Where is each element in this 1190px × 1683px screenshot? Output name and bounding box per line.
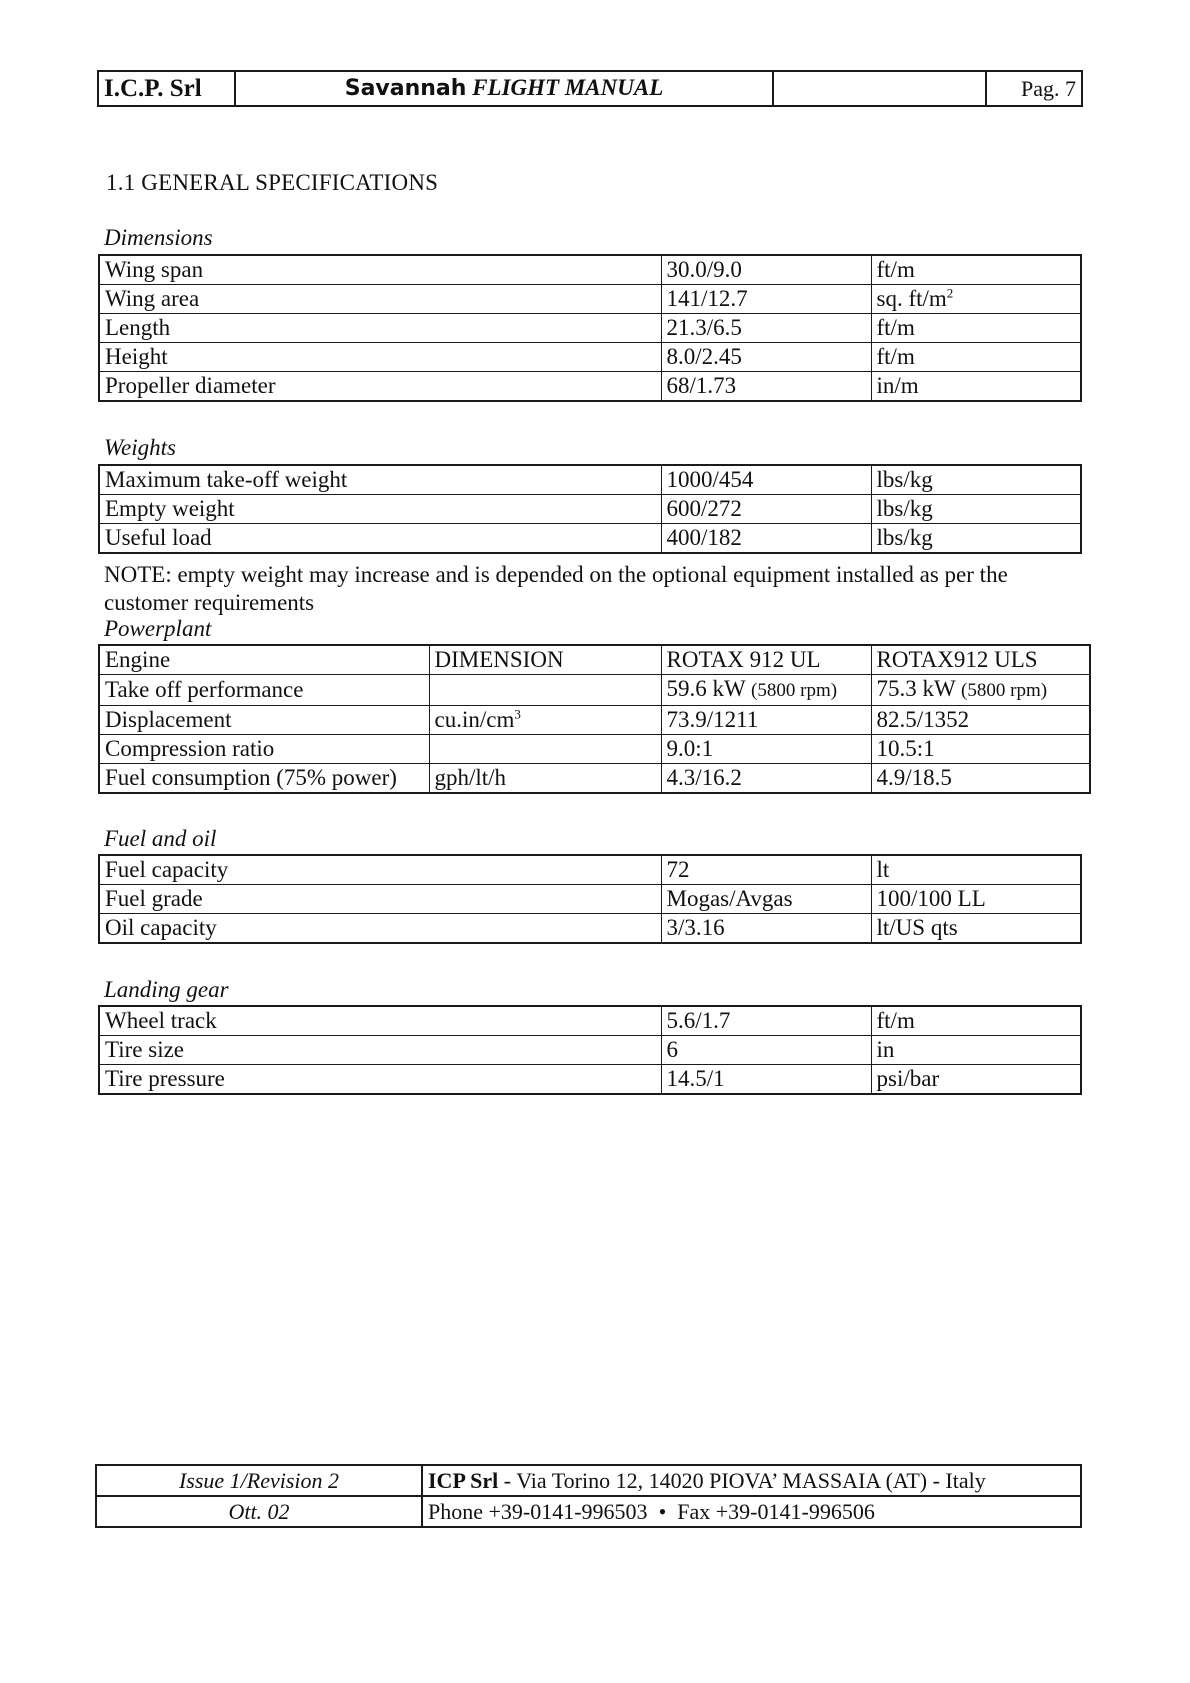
table-row [99, 764, 1090, 794]
table-row [99, 1065, 1081, 1095]
powerplant-label: Fuel consumption (75% power) [99, 764, 429, 794]
powerplant-label: Engine [99, 645, 429, 675]
powerplant-uls: 4.9/18.5 [871, 764, 1090, 794]
dimension-label: Propeller diameter [99, 372, 661, 402]
fuel-oil-caption: Fuel and oil [104, 826, 217, 851]
weight-unit: lbs/kg [871, 465, 1081, 495]
dimension-label: Height [99, 343, 661, 372]
footer-address-line [422, 1465, 1081, 1496]
table-row [99, 495, 1081, 524]
footer-fax: Fax +39-0141-996506 [677, 1499, 875, 1524]
weight-value: 600/272 [661, 495, 871, 524]
powerplant-ul-rpm: (5800 rpm) [751, 680, 838, 701]
powerplant-label: Displacement [99, 706, 429, 735]
powerplant-ul: 9.0:1 [661, 735, 871, 764]
footer-company: ICP Srl [428, 1468, 499, 1493]
header-company: I.C.P. Srl [98, 71, 235, 106]
table-row [99, 645, 1090, 675]
footer-contacts [422, 1496, 1081, 1527]
header-title [235, 71, 773, 106]
table-row [99, 885, 1081, 914]
unit-superscript: 3 [514, 706, 521, 722]
fuel-value: 3/3.16 [661, 914, 871, 944]
dimension-unit: sq. ft/m [876, 286, 947, 311]
fuel-unit: lt [871, 855, 1081, 885]
footer-address: - Via Torino 12, 14020 PIOVA’ MASSAIA (AT) - Italy [498, 1468, 986, 1493]
bullet-icon: • [658, 1499, 667, 1524]
dimension-unit-cell [871, 285, 1081, 314]
weight-unit: lbs/kg [871, 524, 1081, 554]
table-row [99, 314, 1081, 343]
powerplant-dimension-cell [429, 706, 661, 735]
powerplant-ul: ROTAX 912 UL [661, 645, 871, 675]
table-row [99, 372, 1081, 402]
fuel-label: Oil capacity [99, 914, 661, 944]
powerplant-uls: 75.3 kW [876, 676, 956, 701]
powerplant-uls: ROTAX912 ULS [871, 645, 1090, 675]
powerplant-dimension: gph/lt/h [429, 764, 661, 794]
gear-label: Wheel track [99, 1006, 661, 1036]
fuel-value: Mogas/Avgas [661, 885, 871, 914]
fuel-unit: 100/100 LL [871, 885, 1081, 914]
powerplant-ul-cell [661, 675, 871, 706]
dimension-value: 141/12.7 [661, 285, 871, 314]
powerplant-table [98, 644, 1091, 794]
dimension-unit: ft/m [871, 255, 1081, 285]
table-row [99, 1006, 1081, 1036]
landing-gear-caption: Landing gear [104, 977, 229, 1002]
table-row [99, 343, 1081, 372]
footer-issue: Issue 1/Revision 2 [96, 1465, 422, 1496]
gear-label: Tire size [99, 1036, 661, 1065]
dimension-unit: in/m [871, 372, 1081, 402]
table-row [99, 255, 1081, 285]
fuel-label: Fuel capacity [99, 855, 661, 885]
weight-value: 400/182 [661, 524, 871, 554]
dimension-label: Length [99, 314, 661, 343]
gear-value: 14.5/1 [661, 1065, 871, 1095]
section-title: 1.1 GENERAL SPECIFICATIONS [106, 170, 439, 195]
fuel-value: 72 [661, 855, 871, 885]
landing-gear-table [98, 1005, 1082, 1095]
table-row [99, 524, 1081, 554]
header-brand: Savannah [344, 76, 467, 101]
weights-note: NOTE: empty weight may increase and is depended on the optional equipment installed as per the customer requirements [104, 562, 1008, 615]
weight-label: Maximum take-off weight [99, 465, 661, 495]
table-row [99, 914, 1081, 944]
weight-label: Useful load [99, 524, 661, 554]
footer-phone: Phone +39-0141-996503 [428, 1499, 648, 1524]
powerplant-uls-cell [871, 675, 1090, 706]
dimension-unit: ft/m [871, 314, 1081, 343]
dimension-label: Wing area [99, 285, 661, 314]
page-header [97, 70, 1083, 107]
header-page-number: Pag. 7 [986, 71, 1082, 106]
powerplant-uls: 82.5/1352 [871, 706, 1090, 735]
dimension-value: 68/1.73 [661, 372, 871, 402]
fuel-oil-table [98, 854, 1082, 944]
powerplant-dimension [429, 675, 661, 706]
page-footer [95, 1464, 1082, 1528]
dimension-value: 21.3/6.5 [661, 314, 871, 343]
table-row [99, 1036, 1081, 1065]
dimensions-caption: Dimensions [104, 225, 213, 250]
weights-table [98, 464, 1082, 554]
header-manual: FLIGHT MANUAL [472, 75, 664, 100]
gear-unit: in [871, 1036, 1081, 1065]
gear-value: 5.6/1.7 [661, 1006, 871, 1036]
header-empty-cell [773, 71, 986, 106]
powerplant-caption: Powerplant [104, 616, 212, 641]
weight-value: 1000/454 [661, 465, 871, 495]
table-row [99, 706, 1090, 735]
weight-unit: lbs/kg [871, 495, 1081, 524]
powerplant-dimension: cu.in/cm [434, 707, 515, 732]
footer-date: Ott. 02 [96, 1496, 422, 1527]
gear-value: 6 [661, 1036, 871, 1065]
powerplant-dimension: DIMENSION [429, 645, 661, 675]
fuel-label: Fuel grade [99, 885, 661, 914]
powerplant-ul: 59.6 kW [666, 676, 746, 701]
dimension-label: Wing span [99, 255, 661, 285]
powerplant-label: Take off performance [99, 675, 429, 706]
gear-label: Tire pressure [99, 1065, 661, 1095]
powerplant-label: Compression ratio [99, 735, 429, 764]
table-row [99, 675, 1090, 706]
gear-unit: ft/m [871, 1006, 1081, 1036]
dimensions-table [98, 254, 1082, 402]
table-row [99, 735, 1090, 764]
powerplant-uls-rpm: (5800 rpm) [961, 680, 1048, 701]
table-row [99, 285, 1081, 314]
dimension-unit: ft/m [871, 343, 1081, 372]
gear-unit: psi/bar [871, 1065, 1081, 1095]
powerplant-uls: 10.5:1 [871, 735, 1090, 764]
weights-caption: Weights [104, 435, 176, 460]
dimension-value: 30.0/9.0 [661, 255, 871, 285]
table-row [99, 855, 1081, 885]
powerplant-ul: 4.3/16.2 [661, 764, 871, 794]
unit-superscript: 2 [946, 285, 954, 301]
table-row [99, 465, 1081, 495]
powerplant-dimension [429, 735, 661, 764]
powerplant-ul: 73.9/1211 [661, 706, 871, 735]
fuel-unit: lt/US qts [871, 914, 1081, 944]
dimension-value: 8.0/2.45 [661, 343, 871, 372]
weight-label: Empty weight [99, 495, 661, 524]
